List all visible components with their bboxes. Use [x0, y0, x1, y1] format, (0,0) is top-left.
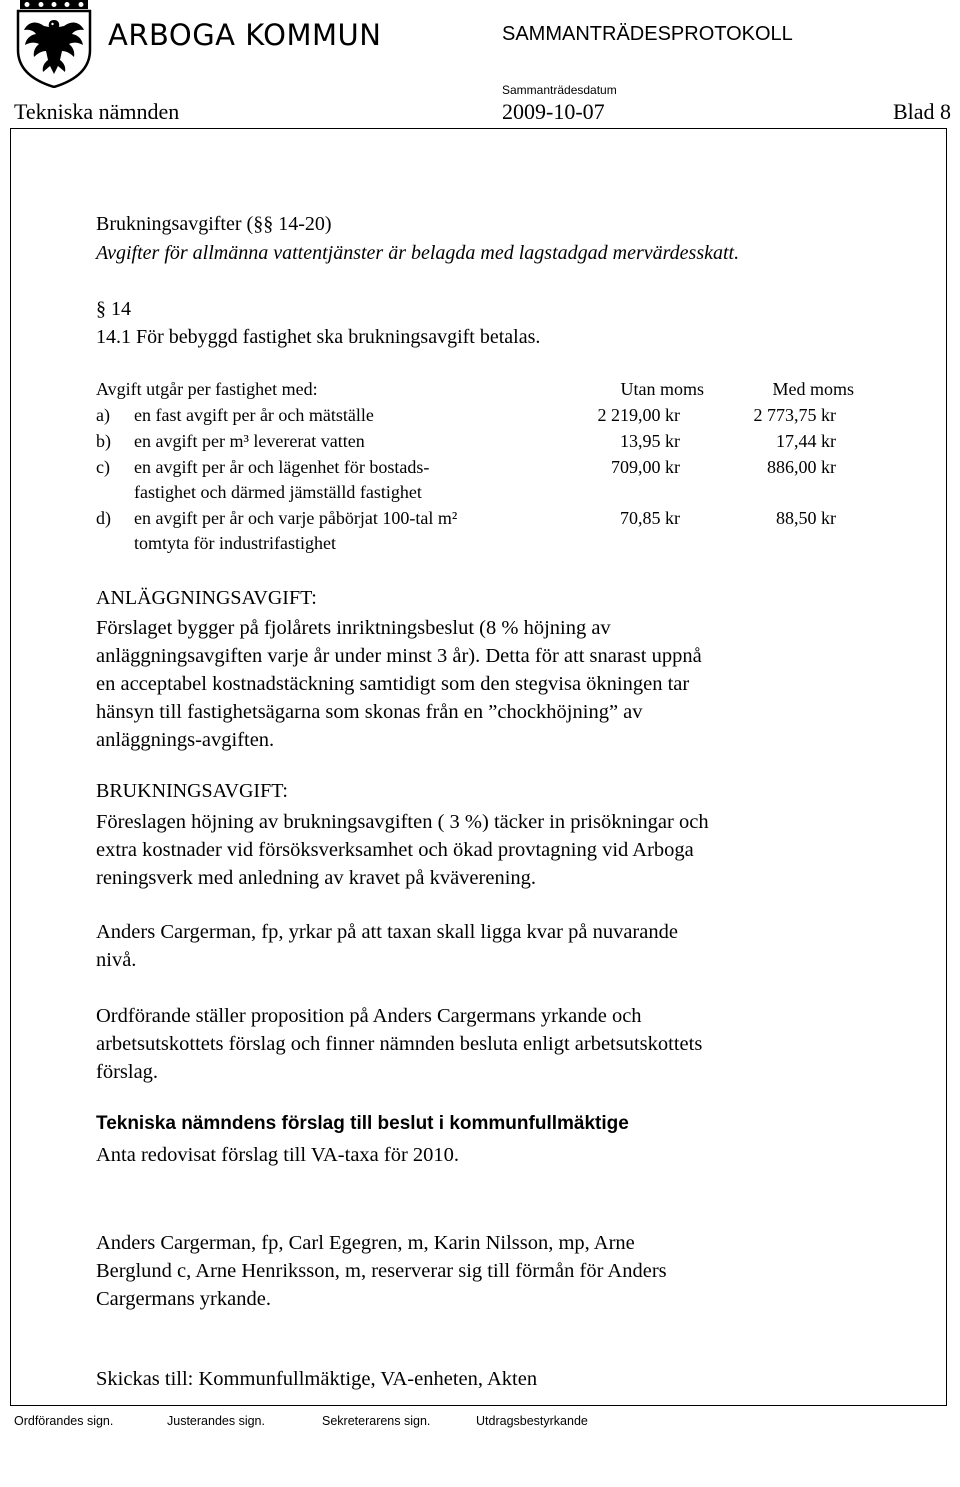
chair-signature-label: Ordförandes sign. [14, 1414, 114, 1428]
paragraph-line: hänsyn till fastighetsägarna som skonas från en ”chockhöjning” av [96, 701, 643, 723]
committee-name: Tekniska nämnden [14, 99, 180, 124]
fee-row-desc: en fast avgift per år och mätställe [134, 405, 374, 425]
document-type: SAMMANTRÄDESPROTOKOLL [502, 23, 793, 45]
fee-row-letter: a) [96, 405, 110, 425]
meeting-date: 2009-10-07 [502, 99, 605, 124]
decision-heading: Tekniska nämndens förslag till beslut i kommunfullmäktige [96, 1113, 629, 1134]
subsection-heading [96, 326, 540, 349]
fee-row-desc-continued: tomtyta för industrifastighet [134, 533, 336, 553]
fee-header-incl: Med moms [772, 379, 854, 399]
fee-row-desc: en avgift per år och lägenhet för bostads- [134, 457, 430, 477]
paragraph-line: anläggningsavgiften varje år under minst 3 år). Detta för att snarast uppnå [96, 645, 702, 667]
extract-certification-label: Utdragsbestyrkande [476, 1414, 588, 1428]
subsection-text: 14.1 För bebyggd fastighet ska brukningsavgift betalas. [96, 326, 541, 348]
fee-header-excl: Utan moms [620, 379, 704, 399]
paragraph-line: reningsverk med anledning av kravet på kväverening. [96, 867, 537, 889]
org-name: ARBOGA KOMMUN [108, 18, 382, 52]
distribution-list: Skickas till: Kommunfullmäktige, VA-enheten, Akten [96, 1368, 538, 1390]
fee-row-incl: 2 773,75 kr [753, 405, 836, 425]
fee-row-desc: en avgift per m³ levererat vatten [134, 431, 365, 451]
fee-row-excl: 70,85 kr [620, 508, 680, 528]
paragraph-line: Anders Cargerman, fp, yrkar på att taxan skall ligga kvar på nuvarande [96, 921, 678, 943]
vat-note: Avgifter för allmänna vattentjänster är belagda med lagstadgad mervärdesskatt. [96, 242, 740, 264]
paragraph-line: Ordförande ställer proposition på Anders Cargermans yrkande och [96, 1005, 642, 1027]
content-frame [10, 128, 947, 1406]
secretary-signature-label: Sekreterarens sign. [322, 1414, 431, 1428]
paragraph-line: en acceptabel kostnadstäckning samtidigt som den stegvisa ökningen tar [96, 673, 690, 695]
fee-row-excl: 709,00 kr [611, 457, 680, 477]
fee-row-letter: c) [96, 457, 110, 477]
fee-row-letter: b) [96, 431, 111, 451]
reservation-paragraph [96, 1229, 856, 1313]
proposition-paragraph [96, 1002, 856, 1086]
fee-row-incl: 17,44 kr [776, 431, 836, 451]
usage-fee-heading: BRUKNINGSAVGIFT: [96, 780, 288, 802]
fee-row-excl: 2 219,00 kr [597, 405, 680, 425]
adjuster-signature-label: Justerandes sign. [167, 1414, 265, 1428]
paragraph-line: arbetsutskottets förslag och finner nämnden besluta enligt arbetsutskottets [96, 1033, 703, 1055]
paragraph-line: förslag. [96, 1061, 159, 1083]
paragraph-line: extra kostnader vid försöksverksamhet och ökad provtagning vid Arboga [96, 839, 694, 861]
fees-title: Brukningsavgifter (§§ 14-20) [96, 213, 332, 235]
fee-row-desc: en avgift per år och varje påbörjat 100-tal m² [134, 508, 458, 528]
connection-fee-paragraph [96, 614, 856, 754]
paragraph-line: nivå. [96, 949, 137, 971]
date-label: Sammanträdesdatum [502, 83, 617, 97]
paragraph-line: Berglund c, Arne Henriksson, m, reserverar sig till förmån för Anders [96, 1260, 667, 1282]
fee-row-excl: 13,95 kr [620, 431, 680, 451]
paragraph-line: Anders Cargerman, fp, Carl Egegren, m, Karin Nilsson, mp, Arne [96, 1232, 635, 1254]
paragraph-line: Cargermans yrkande. [96, 1288, 271, 1310]
fee-row-letter: d) [96, 508, 111, 528]
motion-paragraph [96, 918, 856, 974]
fee-header-label: Avgift utgår per fastighet med: [96, 379, 318, 399]
fee-row-incl: 886,00 kr [767, 457, 836, 477]
fee-row-desc-continued: fastighet och därmed jämställd fastighet [134, 482, 422, 502]
section-number: § 14 [96, 298, 131, 320]
coat-of-arms-eagle-icon [14, 0, 94, 88]
page-number: Blad 8 [892, 99, 951, 124]
paragraph-line: Förslaget bygger på fjolårets inriktningsbeslut (8 % höjning av [96, 617, 611, 639]
fee-row-incl: 88,50 kr [776, 508, 836, 528]
usage-fee-paragraph [96, 808, 856, 892]
connection-fee-heading: ANLÄGGNINGSAVGIFT: [96, 587, 317, 609]
paragraph-line: Föreslagen höjning av brukningsavgiften ( 3 %) täcker in prisökningar och [96, 811, 709, 833]
decision-text: Anta redovisat förslag till VA-taxa för 2010. [96, 1144, 460, 1166]
paragraph-line: anläggnings-avgiften. [96, 729, 275, 751]
